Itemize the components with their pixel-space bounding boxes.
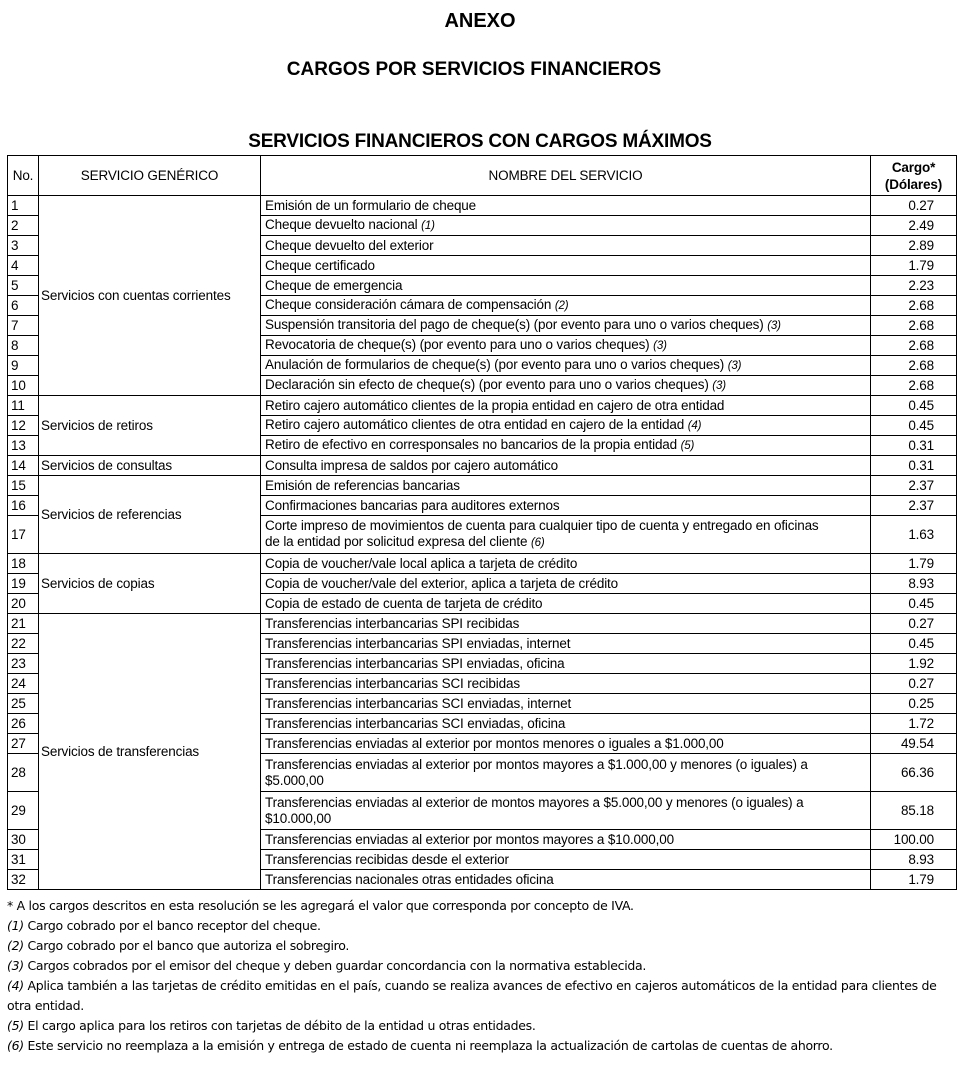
service-name: Transferencias interbancarias SCI recibidas bbox=[265, 675, 520, 691]
footnote bbox=[7, 1036, 947, 1056]
fee-cell: 49.54 bbox=[871, 734, 957, 754]
row-number: 22 bbox=[8, 634, 39, 654]
service-name-cell bbox=[261, 674, 871, 694]
table-row bbox=[8, 456, 957, 476]
row-number: 4 bbox=[8, 256, 39, 276]
row-number: 23 bbox=[8, 654, 39, 674]
fee-cell: 1.79 bbox=[871, 870, 957, 890]
row-number: 17 bbox=[8, 516, 39, 554]
fee-cell: 2.37 bbox=[871, 496, 957, 516]
footnote-reference: (6) bbox=[530, 537, 545, 549]
footnote-number: (2) bbox=[7, 938, 24, 953]
service-name-cell bbox=[261, 296, 871, 316]
fee-cell: 85.18 bbox=[871, 792, 957, 830]
fee-header-line2: (Dólares) bbox=[884, 176, 943, 192]
footnotes bbox=[7, 896, 947, 1056]
table-row bbox=[8, 396, 957, 416]
service-name: Cheque consideración cámara de compensación bbox=[265, 297, 552, 312]
table-title: SERVICIOS FINANCIEROS CON CARGOS MÁXIMOS bbox=[248, 131, 712, 152]
service-name: Transferencias enviadas al exterior de montos mayores a $5.000,00 y menores (o iguales) a bbox=[265, 794, 804, 810]
footnote-reference: (2) bbox=[554, 300, 569, 312]
row-number: 29 bbox=[8, 792, 39, 830]
fee-cell: 2.89 bbox=[871, 236, 957, 256]
fee-cell: 0.27 bbox=[871, 674, 957, 694]
service-name-cell bbox=[261, 870, 871, 890]
row-number: 32 bbox=[8, 870, 39, 890]
service-name-cell bbox=[261, 256, 871, 276]
service-name: Revocatoria de cheque(s) (por evento para uno o varios cheques) bbox=[265, 337, 650, 352]
service-name: Transferencias interbancarias SCI enviadas, oficina bbox=[265, 715, 566, 731]
service-name: Copia de voucher/vale local aplica a tarjeta de crédito bbox=[265, 555, 578, 571]
service-name-cell bbox=[261, 496, 871, 516]
row-number: 28 bbox=[8, 754, 39, 792]
service-name-cell bbox=[261, 516, 871, 554]
service-name-cell bbox=[261, 754, 871, 792]
service-name: Confirmaciones bancarias para auditores externos bbox=[265, 497, 560, 513]
service-name-cell bbox=[261, 734, 871, 754]
row-number: 12 bbox=[8, 416, 39, 436]
generic-service-cell: Servicios con cuentas corrientes bbox=[39, 196, 261, 396]
generic-service-cell: Servicios de transferencias bbox=[39, 614, 261, 890]
fee-cell: 66.36 bbox=[871, 754, 957, 792]
fee-cell: 0.45 bbox=[871, 396, 957, 416]
footnote-text: El cargo aplica para los retiros con tarjetas de débito de la entidad u otras entidades. bbox=[27, 1018, 536, 1033]
footnote-number: (4) bbox=[7, 978, 24, 993]
table-row bbox=[8, 554, 957, 574]
footnote-reference: (3) bbox=[653, 340, 667, 352]
service-name-cell bbox=[261, 316, 871, 336]
service-name-cell bbox=[261, 456, 871, 476]
service-name-cell bbox=[261, 714, 871, 734]
service-name: Anulación de formularios de cheque(s) (por evento para uno o varios cheques) bbox=[265, 357, 725, 372]
service-name: Cheque devuelto nacional bbox=[265, 217, 418, 232]
row-number: 2 bbox=[8, 216, 39, 236]
fee-cell: 0.27 bbox=[871, 196, 957, 216]
service-name-cell bbox=[261, 850, 871, 870]
service-name: Transferencias enviadas al exterior por montos mayores a $1.000,00 y menores (o iguales) a bbox=[265, 756, 808, 772]
service-name: Transferencias interbancarias SCI enviadas, internet bbox=[265, 695, 572, 711]
service-name-cell bbox=[261, 634, 871, 654]
footnote-reference: (3) bbox=[727, 360, 742, 372]
footnote-reference: (4) bbox=[687, 420, 702, 432]
fee-cell: 2.37 bbox=[871, 476, 957, 496]
service-name: Transferencias interbancarias SPI enviadas, internet bbox=[265, 635, 571, 651]
row-number: 25 bbox=[8, 694, 39, 714]
service-name: Retiro cajero automático clientes de la propia entidad en cajero de otra entidad bbox=[265, 397, 725, 413]
footnote bbox=[7, 1016, 947, 1036]
service-name-cell bbox=[261, 554, 871, 574]
service-name-cell bbox=[261, 396, 871, 416]
table-row bbox=[8, 614, 957, 634]
row-number: 10 bbox=[8, 376, 39, 396]
row-number: 24 bbox=[8, 674, 39, 694]
row-number: 13 bbox=[8, 436, 39, 456]
footnote-number: (3) bbox=[7, 958, 24, 973]
row-number: 31 bbox=[8, 850, 39, 870]
service-name-continued: $10.000,00 bbox=[265, 810, 332, 826]
row-number: 6 bbox=[8, 296, 39, 316]
fee-header-line1: Cargo* bbox=[891, 159, 936, 175]
service-name-cell bbox=[261, 792, 871, 830]
service-name: Cheque de emergencia bbox=[265, 277, 403, 293]
footnote-reference: (1) bbox=[421, 220, 435, 232]
fee-cell: 8.93 bbox=[871, 574, 957, 594]
table-row bbox=[8, 476, 957, 496]
service-name: Suspensión transitoria del pago de cheque(s) (por evento para uno o varios cheques) bbox=[265, 317, 764, 332]
service-name: Retiro cajero automático clientes de otra entidad en cajero de la entidad bbox=[265, 417, 685, 432]
fee-cell: 1.63 bbox=[871, 516, 957, 554]
fee-cell: 1.79 bbox=[871, 554, 957, 574]
footnote-number: (6) bbox=[7, 1038, 24, 1053]
fee-cell: 0.45 bbox=[871, 594, 957, 614]
service-name-cell bbox=[261, 574, 871, 594]
row-number: 8 bbox=[8, 336, 39, 356]
service-name-cell bbox=[261, 356, 871, 376]
generic-service-cell: Servicios de referencias bbox=[39, 476, 261, 554]
service-name-continued: de la entidad por solicitud expresa del cliente bbox=[265, 534, 528, 549]
footnote-text: Cargo cobrado por el banco receptor del cheque. bbox=[27, 918, 321, 933]
footnote bbox=[7, 956, 947, 976]
fee-cell: 2.68 bbox=[871, 296, 957, 316]
fee-cell: 2.23 bbox=[871, 276, 957, 296]
fee-cell: 0.27 bbox=[871, 614, 957, 634]
generic-service-cell: Servicios de copias bbox=[39, 554, 261, 614]
row-number: 11 bbox=[8, 396, 39, 416]
column-header-fee bbox=[871, 156, 957, 196]
column-header-service-name: NOMBRE DEL SERVICIO bbox=[261, 156, 871, 196]
fee-cell: 1.72 bbox=[871, 714, 957, 734]
service-name-cell bbox=[261, 276, 871, 296]
footnote bbox=[7, 976, 947, 1016]
service-name: Transferencias enviadas al exterior por montos menores o iguales a $1.000,00 bbox=[265, 735, 724, 751]
service-name: Copia de estado de cuenta de tarjeta de crédito bbox=[265, 595, 543, 611]
service-name-cell bbox=[261, 436, 871, 456]
footnote bbox=[7, 916, 947, 936]
generic-service-cell: Servicios de retiros bbox=[39, 396, 261, 456]
row-number: 19 bbox=[8, 574, 39, 594]
footnote bbox=[7, 936, 947, 956]
footnote-text: * A los cargos descritos en esta resolución se les agregará el valor que corresponda por concepto de IVA. bbox=[7, 898, 634, 913]
service-name: Cheque certificado bbox=[265, 257, 375, 273]
service-name-cell bbox=[261, 416, 871, 436]
row-number: 14 bbox=[8, 456, 39, 476]
table-row bbox=[8, 196, 957, 216]
service-name: Transferencias enviadas al exterior por montos mayores a $10.000,00 bbox=[265, 831, 674, 847]
row-number: 18 bbox=[8, 554, 39, 574]
fee-cell: 100.00 bbox=[871, 830, 957, 850]
service-name: Emisión de un formulario de cheque bbox=[265, 197, 477, 213]
service-name-cell bbox=[261, 654, 871, 674]
service-name: Corte impreso de movimientos de cuenta para cualquier tipo de cuenta y entregado en oficinas bbox=[265, 518, 819, 533]
fee-cell: 0.45 bbox=[871, 634, 957, 654]
service-name: Transferencias interbancarias SPI recibidas bbox=[265, 615, 520, 631]
fee-cell: 0.31 bbox=[871, 456, 957, 476]
fee-cell: 2.68 bbox=[871, 376, 957, 396]
row-number: 9 bbox=[8, 356, 39, 376]
service-name: Transferencias nacionales otras entidades oficina bbox=[265, 871, 554, 887]
service-name: Transferencias recibidas desde el exterior bbox=[265, 851, 509, 867]
row-number: 20 bbox=[8, 594, 39, 614]
footnote-text: Cargos cobrados por el emisor del cheque y deben guardar concordancia con la normativa establecida. bbox=[27, 958, 647, 973]
service-name-cell bbox=[261, 336, 871, 356]
service-name-cell bbox=[261, 476, 871, 496]
row-number: 30 bbox=[8, 830, 39, 850]
column-header-generic-service: SERVICIO GENÉRICO bbox=[39, 156, 261, 196]
footnote-text: Cargo cobrado por el banco que autoriza el sobregiro. bbox=[27, 938, 350, 953]
footnote-number: (5) bbox=[7, 1018, 24, 1033]
service-name-cell bbox=[261, 830, 871, 850]
fee-cell: 0.45 bbox=[871, 416, 957, 436]
column-header-no: No. bbox=[8, 156, 39, 196]
footnote-reference: (3) bbox=[712, 380, 726, 392]
service-name-cell bbox=[261, 594, 871, 614]
row-number: 7 bbox=[8, 316, 39, 336]
fee-cell: 2.68 bbox=[871, 336, 957, 356]
row-number: 15 bbox=[8, 476, 39, 496]
footnote-text: Este servicio no reemplaza a la emisión y entrega de estado de cuenta ni reemplaza la actualización de cartolas de cuentas de ahorro. bbox=[27, 1038, 833, 1053]
generic-service-cell: Servicios de consultas bbox=[39, 456, 261, 476]
service-name-cell bbox=[261, 614, 871, 634]
service-name: Cheque devuelto del exterior bbox=[265, 237, 434, 253]
service-name-continued: $5.000,00 bbox=[265, 772, 324, 788]
fee-cell: 1.79 bbox=[871, 256, 957, 276]
fee-cell: 2.68 bbox=[871, 356, 957, 376]
footnote-reference: (3) bbox=[767, 320, 781, 332]
fee-cell: 0.25 bbox=[871, 694, 957, 714]
footnote-number: (1) bbox=[7, 918, 24, 933]
service-name-cell bbox=[261, 694, 871, 714]
service-name-cell bbox=[261, 216, 871, 236]
document-title: CARGOS POR SERVICIOS FINANCIEROS bbox=[286, 59, 662, 80]
fee-cell: 2.68 bbox=[871, 316, 957, 336]
service-name: Retiro de efectivo en corresponsales no bancarios de la propia entidad bbox=[265, 437, 678, 452]
row-number: 5 bbox=[8, 276, 39, 296]
fee-cell: 2.49 bbox=[871, 216, 957, 236]
footnote-reference: (5) bbox=[680, 440, 695, 452]
row-number: 27 bbox=[8, 734, 39, 754]
fee-cell: 8.93 bbox=[871, 850, 957, 870]
service-name: Copia de voucher/vale del exterior, aplica a tarjeta de crédito bbox=[265, 575, 619, 591]
fee-cell: 0.31 bbox=[871, 436, 957, 456]
fees-table bbox=[7, 155, 957, 890]
row-number: 1 bbox=[8, 196, 39, 216]
fee-cell: 1.92 bbox=[871, 654, 957, 674]
row-number: 16 bbox=[8, 496, 39, 516]
row-number: 3 bbox=[8, 236, 39, 256]
service-name-cell bbox=[261, 196, 871, 216]
row-number: 21 bbox=[8, 614, 39, 634]
row-number: 26 bbox=[8, 714, 39, 734]
annex-heading: ANEXO bbox=[444, 10, 516, 32]
service-name-cell bbox=[261, 236, 871, 256]
table-header-row bbox=[8, 156, 957, 196]
service-name-cell bbox=[261, 376, 871, 396]
service-name: Declaración sin efecto de cheque(s) (por evento para uno o varios cheques) bbox=[265, 377, 709, 392]
footnote-text: Aplica también a las tarjetas de crédito emitidas en el país, cuando se realiza avances de efectivo en cajeros automáticos de la entidad para clientes de otra entidad. bbox=[7, 978, 937, 1013]
service-name: Transferencias interbancarias SPI enviadas, oficina bbox=[265, 655, 565, 671]
service-name: Emisión de referencias bancarias bbox=[265, 477, 460, 493]
service-name: Consulta impresa de saldos por cajero automático bbox=[265, 457, 558, 473]
table-body bbox=[8, 196, 957, 890]
footnote bbox=[7, 896, 947, 916]
